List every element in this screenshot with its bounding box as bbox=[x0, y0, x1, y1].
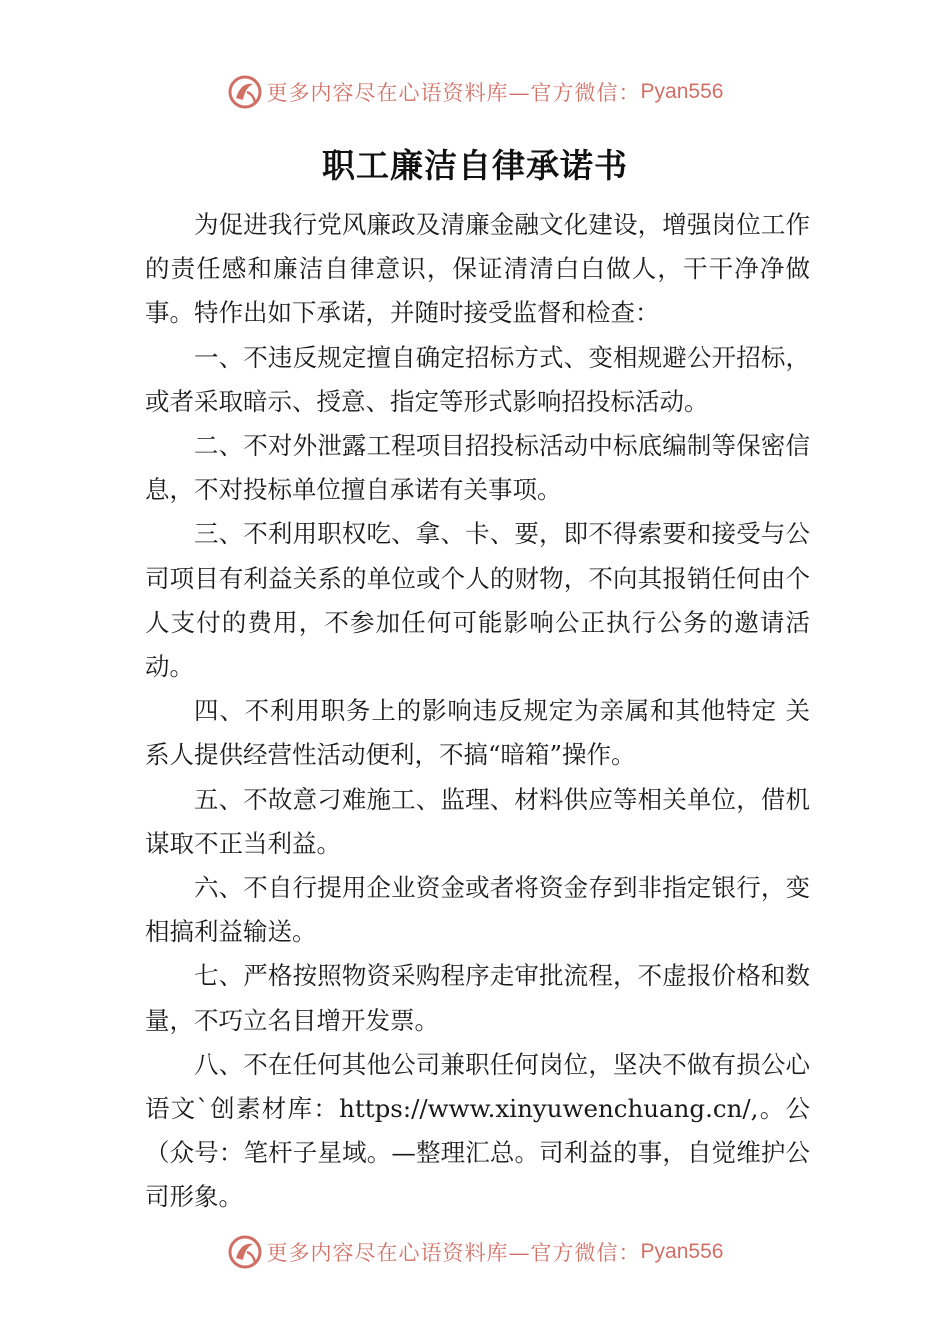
footer-banner bbox=[0, 1232, 950, 1272]
commitment-item-7: 七、严格按照物资采购程序走审批流程，不虚报价格和数量，不巧立名目增开发票。 bbox=[145, 961, 810, 1035]
commitment-item-3: 三、不利用职权吃、拿、卡、要，即不得索要和接受与公司项目有利益关系的单位或个人的财物，不向其报销任何由个人支付的费用，不参加任何可能影响公正执行公务的邀请活动。 bbox=[145, 519, 810, 682]
footer-banner-text: 更多内容尽在心语资料库—官方微信： bbox=[266, 1241, 641, 1265]
commitment-item-8: 八、不在任何其他公司兼职任何岗位，坚决不做有损公心语文`创素材库：https://www.xinyuwenchuang.cn/,。公（众号：笔杆子星域。—整理汇总。司利益的事，自觉维护公司形象。 bbox=[145, 1049, 810, 1212]
commitment-item-1: 一、不违反规定擅自确定招标方式、变相规避公开招标，或者采取暗示、授意、指定等形式影响招投标活动。 bbox=[145, 342, 810, 416]
commitment-item-2: 二、不对外泄露工程项目招投标活动中标底编制等保密信息，不对投标单位擅自承诺有关事项。 bbox=[145, 431, 810, 505]
commitment-item-5: 五、不故意刁难施工、监理、材料供应等相关单位，借机谋取不正当利益。 bbox=[145, 784, 810, 858]
brand-logo-icon bbox=[227, 1234, 263, 1270]
header-wechat-id: Pyan556 bbox=[640, 80, 724, 103]
document-title: 职工廉洁自律承诺书 bbox=[322, 146, 628, 185]
intro-paragraph: 为促进我行党风廉政及清廉金融文化建设，增强岗位工作的责任感和廉洁自律意识，保证清清白白做人，干干净净做事。特作出如下承诺，并随时接受监督和检查： bbox=[145, 210, 810, 328]
header-banner bbox=[0, 72, 950, 112]
header-banner-text: 更多内容尽在心语资料库—官方微信： bbox=[266, 81, 641, 105]
commitment-item-6: 六、不自行提用企业资金或者将资金存到非指定银行，变相搞利益输送。 bbox=[145, 873, 810, 947]
brand-logo-icon bbox=[227, 74, 263, 110]
document-body bbox=[145, 203, 810, 1220]
commitment-item-4: 四、不利用职务上的影响违反规定为亲属和其他特定 关系人提供经营性活动便利，不搞“暗箱”操作。 bbox=[145, 696, 810, 770]
footer-wechat-id: Pyan556 bbox=[640, 1240, 724, 1263]
